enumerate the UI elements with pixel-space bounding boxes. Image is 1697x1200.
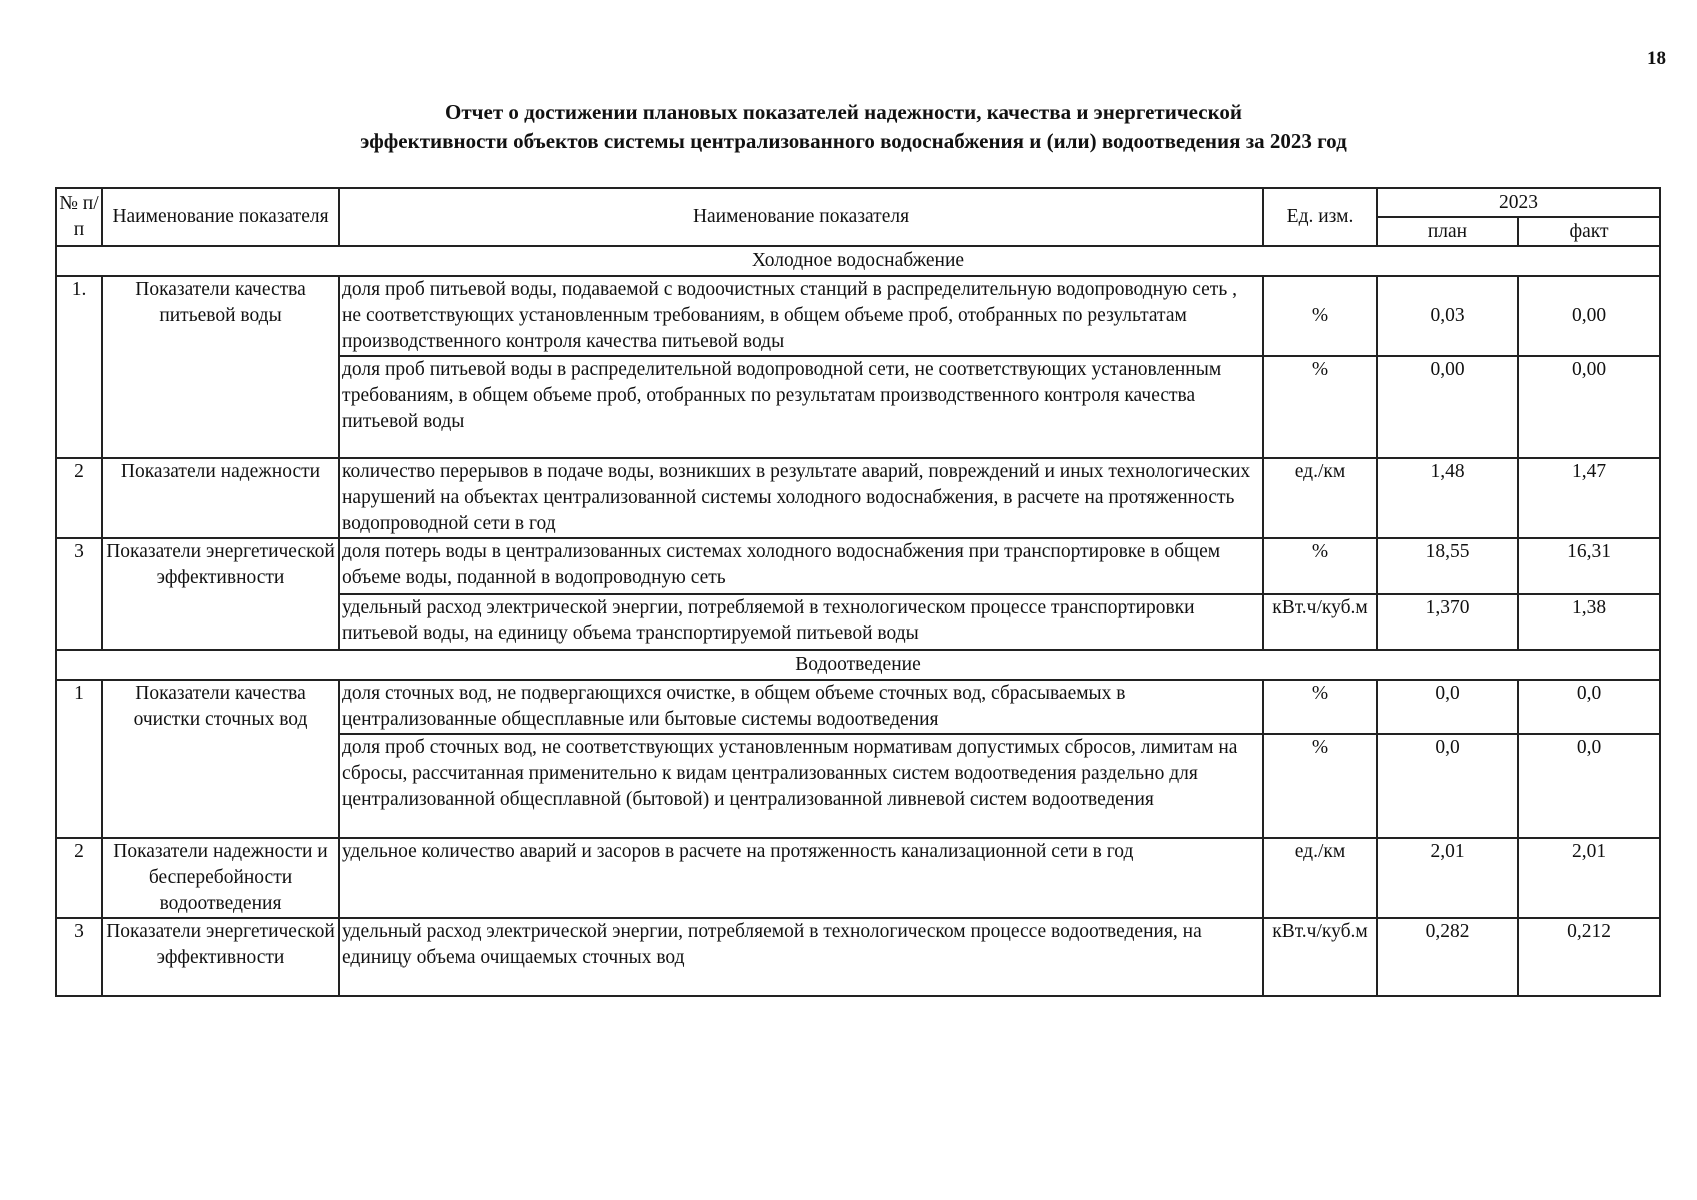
- table-body: [56, 246, 1660, 996]
- header-fact: факт: [1518, 217, 1660, 246]
- row-num: 1.: [56, 276, 102, 458]
- report-title-line-1: Отчет о достижении плановых показателей надежности, качества и энергетической: [445, 100, 1242, 124]
- report-title-line-2: эффективности объектов системы централизованного водоснабжения и (или) водоотведения за 2023 год: [360, 129, 1347, 153]
- indicators-table: [55, 187, 1661, 997]
- indicator-name: доля проб сточных вод, не соответствующих установленным нормативам допустимых сбросов, лимитам на сбросы, рассчитанная применительно к видам централизованных систем водоотведения раздельно для централизованной общесплавной (бытовой) и централизованной ливневой систем водоотведения: [339, 734, 1263, 838]
- group-name: Показатели энергетической эффективности: [102, 538, 339, 650]
- fact-value: 0,212: [1518, 918, 1660, 996]
- plan-value: 0,00: [1377, 356, 1518, 458]
- page-number: 18: [1647, 48, 1666, 69]
- plan-value: 1,370: [1377, 594, 1518, 650]
- unit-cell: %: [1263, 356, 1377, 458]
- fact-value: 0,00: [1518, 356, 1660, 458]
- report-title: [0, 98, 1697, 156]
- section-row: [56, 650, 1660, 680]
- fact-value: 0,00: [1518, 276, 1660, 356]
- group-name: Показатели качества очистки сточных вод: [102, 680, 339, 838]
- header-indicator: Наименование показателя: [339, 188, 1263, 246]
- row-num: 3: [56, 538, 102, 650]
- indicator-name: доля проб питьевой воды, подаваемой с водоочистных станций в распределительную водопроводную сеть , не соответствующих установленным требованиям, в общем объеме проб, отобранных по результатам производственного контроля качества питьевой воды: [339, 276, 1263, 356]
- plan-value: 0,0: [1377, 734, 1518, 838]
- unit-cell: ед./км: [1263, 838, 1377, 918]
- unit-cell: ед./км: [1263, 458, 1377, 538]
- indicator-name: доля проб питьевой воды в распределительной водопроводной сети, не соответствующих установленным требованиям, в общем объеме проб, отобранных по результатам производственного контроля качества питьевой воды: [339, 356, 1263, 458]
- indicator-name: удельное количество аварий и засоров в расчете на протяженность канализационной сети в год: [339, 838, 1263, 918]
- fact-value: 1,38: [1518, 594, 1660, 650]
- row-num: 3: [56, 918, 102, 996]
- table-header: [56, 188, 1660, 246]
- unit-cell: %: [1263, 276, 1377, 356]
- unit-cell: %: [1263, 734, 1377, 838]
- table-row: [56, 838, 1660, 918]
- plan-value: 2,01: [1377, 838, 1518, 918]
- row-num: 2: [56, 838, 102, 918]
- group-name: Показатели надежности: [102, 458, 339, 538]
- header-plan: план: [1377, 217, 1518, 246]
- indicator-name: доля потерь воды в централизованных системах холодного водоснабжения при транспортировке в общем объеме воды, поданной в водопроводную сеть: [339, 538, 1263, 594]
- row-num: 1: [56, 680, 102, 838]
- unit-cell: %: [1263, 680, 1377, 734]
- section-row: [56, 246, 1660, 276]
- plan-value: 1,48: [1377, 458, 1518, 538]
- plan-value: 0,03: [1377, 276, 1518, 356]
- fact-value: 16,31: [1518, 538, 1660, 594]
- plan-value: 18,55: [1377, 538, 1518, 594]
- header-num: № п/п: [56, 188, 102, 246]
- table-row: [56, 276, 1660, 356]
- indicator-name: удельный расход электрической энергии, потребляемой в технологическом процессе водоотведения, на единицу объема очищаемых сточных вод: [339, 918, 1263, 996]
- plan-value: 0,282: [1377, 918, 1518, 996]
- group-name: Показатели качества питьевой воды: [102, 276, 339, 458]
- table-row: [56, 538, 1660, 594]
- fact-value: 2,01: [1518, 838, 1660, 918]
- unit-cell: %: [1263, 538, 1377, 594]
- fact-value: 1,47: [1518, 458, 1660, 538]
- table-row: [56, 918, 1660, 996]
- header-group: Наименование показателя: [102, 188, 339, 246]
- fact-value: 0,0: [1518, 734, 1660, 838]
- group-name: Показатели надежности и бесперебойности водоотведения: [102, 838, 339, 918]
- row-num: 2: [56, 458, 102, 538]
- section-title: Водоотведение: [56, 650, 1660, 680]
- unit-cell: кВт.ч/куб.м: [1263, 594, 1377, 650]
- header-year: 2023: [1377, 188, 1660, 217]
- fact-value: 0,0: [1518, 680, 1660, 734]
- table-row: [56, 680, 1660, 734]
- unit-cell: кВт.ч/куб.м: [1263, 918, 1377, 996]
- plan-value: 0,0: [1377, 680, 1518, 734]
- indicator-name: удельный расход электрической энергии, потребляемой в технологическом процессе транспортировки питьевой воды, на единицу объема транспортируемой питьевой воды: [339, 594, 1263, 650]
- section-title: Холодное водоснабжение: [56, 246, 1660, 276]
- group-name: Показатели энергетической эффективности: [102, 918, 339, 996]
- table-row: [56, 458, 1660, 538]
- header-unit: Ед. изм.: [1263, 188, 1377, 246]
- indicator-name: количество перерывов в подаче воды, возникших в результате аварий, повреждений и иных технологических нарушений на объектах централизованной системы холодного водоснабжения, в расчете на протяженность водопроводной сети в год: [339, 458, 1263, 538]
- indicator-name: доля сточных вод, не подвергающихся очистке, в общем объеме сточных вод, сбрасываемых в централизованные общесплавные или бытовые системы водоотведения: [339, 680, 1263, 734]
